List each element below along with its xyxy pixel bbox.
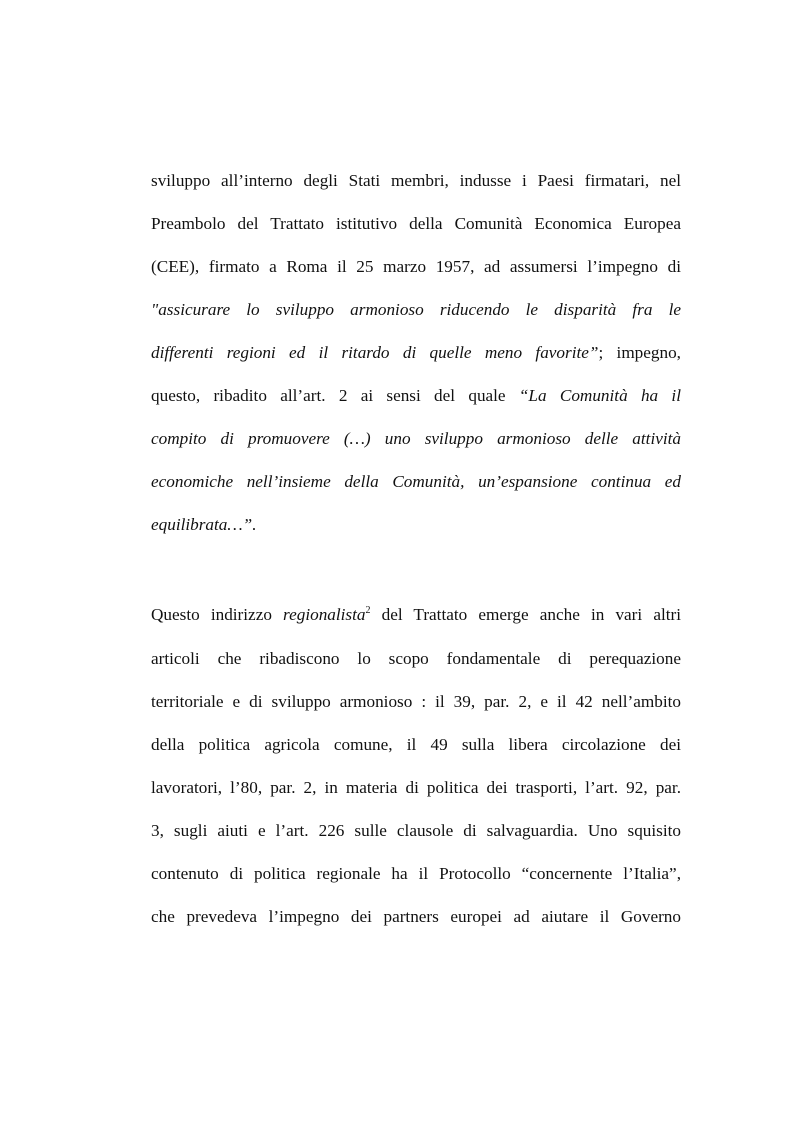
paragraph-1-line-9: equilibrata…”. bbox=[151, 515, 257, 534]
footnote-marker: 2 bbox=[365, 605, 371, 616]
paragraph-1-line-5-rest: ; impegno, bbox=[598, 343, 681, 362]
paragraph-2-line-3: territoriale e di sviluppo armonioso : il 39, par. 2, e il 42 nell’ambito bbox=[151, 692, 681, 711]
paragraph-2-line-2: articoli che ribadiscono lo scopo fondamentale di perequazione bbox=[151, 649, 681, 668]
paragraph-2-line-5: lavoratori, l’80, par. 2, in materia di politica dei trasporti, l’art. 92, par. bbox=[151, 778, 681, 797]
paragraph-1-line-5 bbox=[151, 341, 681, 365]
paragraph-1-line-4: "assicurare lo sviluppo armonioso riducendo le disparità fra le bbox=[151, 300, 681, 319]
paragraph-2-line-4: della politica agricola comune, il 49 sulla libera circolazione dei bbox=[151, 735, 681, 754]
paragraph-1-line-2: Preambolo del Trattato istitutivo della Comunità Economica Europea bbox=[151, 214, 681, 233]
paragraph-1-line-8: economiche nell’insieme della Comunità, un’espansione continua ed bbox=[151, 472, 681, 491]
paragraph-2-line-8: che prevedeva l’impegno dei partners europei ad aiutare il Governo bbox=[151, 907, 681, 926]
paragraph-1-line-6 bbox=[151, 384, 681, 408]
paragraph-1-line-1: sviluppo all’interno degli Stati membri, indusse i Paesi firmatari, nel bbox=[151, 171, 681, 190]
paragraph-2-line-7: contenuto di politica regionale ha il Protocollo “concernente l’Italia”, bbox=[151, 864, 681, 883]
quoted-article-start: “La Comunità ha il bbox=[518, 386, 681, 405]
paragraph-1-line-7: compito di promuovere (…) uno sviluppo armonioso delle attività bbox=[151, 429, 681, 448]
paragraph-2-line-1-end: del Trattato emerge anche in vari altri bbox=[370, 605, 681, 624]
quoted-preamble-end: differenti regioni ed il ritardo di quelle meno favorite” bbox=[151, 343, 599, 362]
paragraph-1-line-6-start: questo, ribadito all’art. 2 ai sensi del quale bbox=[151, 386, 519, 405]
paragraph-2-line-1-start: Questo indirizzo bbox=[151, 605, 284, 624]
paragraph-2-line-1 bbox=[151, 603, 681, 627]
paragraph-2-line-6: 3, sugli aiuti e l’art. 226 sulle clausole di salvaguardia. Uno squisito bbox=[151, 821, 681, 840]
regionalista-term: regionalista bbox=[283, 605, 366, 624]
paragraph-1-line-3: (CEE), firmato a Roma il 25 marzo 1957, ad assumersi l’impegno di bbox=[151, 257, 681, 276]
